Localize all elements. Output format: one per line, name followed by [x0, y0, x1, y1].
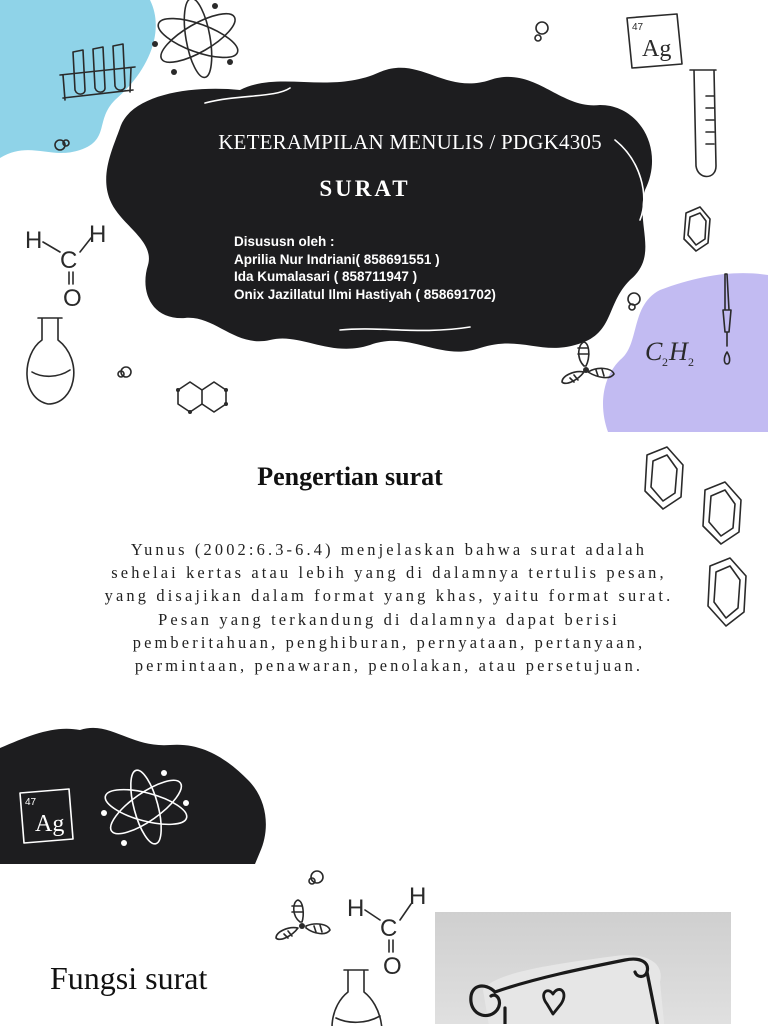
svg-text:2: 2 — [662, 355, 668, 369]
document-subtitle: SURAT — [319, 176, 411, 201]
section-body-pengertian: Yunus (2002:6.3-6.4) menjelaskan bahwa surat adalah sehelai kertas atau lebih yang di dalamnya tertulis pesan, yang disajikan dalam format yang khas, yaitu format surat. Pesan yang terkandung di dalamnya dapat berisi pemberitahuan, penghiburan, pernyataan, pertanyaan, permintaan, penawaran, penolakan, atau persetujuan. — [104, 540, 674, 676]
document-title: KETERAMPILAN MENULIS / PDGK4305 — [218, 130, 602, 154]
author-line: Ida Kumalasari ( 858711947 ) — [234, 269, 418, 284]
svg-text:O: O — [63, 285, 82, 312]
section-title-pengertian: Pengertian surat — [257, 462, 443, 491]
molecule-icon — [303, 866, 333, 896]
author-line: Onix Jazillatul Ilmi Hastiyah ( 858691702) — [234, 286, 496, 302]
molecule-icon — [274, 898, 334, 958]
svg-text:C: C — [60, 247, 78, 274]
atom-icon — [98, 765, 198, 855]
author-line: Aprilia Nur Indriani( 858691551 ) — [234, 251, 440, 267]
svg-text:H: H — [89, 221, 107, 248]
section-title-fungsi: Fungsi surat — [50, 960, 208, 996]
silver-element-icon — [15, 785, 85, 855]
svg-text:H: H — [669, 337, 688, 366]
svg-text:Ag: Ag — [35, 811, 65, 837]
svg-text:O: O — [383, 953, 402, 980]
svg-text:H: H — [409, 883, 427, 910]
formaldehyde-icon — [347, 878, 437, 978]
svg-text:47: 47 — [25, 797, 37, 808]
flask-icon — [326, 966, 396, 1026]
scroll-letter-icon — [435, 912, 731, 1024]
svg-text:2: 2 — [688, 355, 694, 369]
svg-text:C: C — [645, 337, 663, 366]
svg-text:H: H — [347, 895, 365, 922]
authors-heading: Disususn oleh : — [234, 234, 335, 249]
svg-text:C: C — [380, 915, 398, 942]
svg-text:Ag: Ag — [642, 36, 672, 62]
scroll-letter-image — [435, 912, 731, 1024]
svg-text:H: H — [25, 227, 43, 254]
svg-text:47: 47 — [632, 22, 644, 33]
